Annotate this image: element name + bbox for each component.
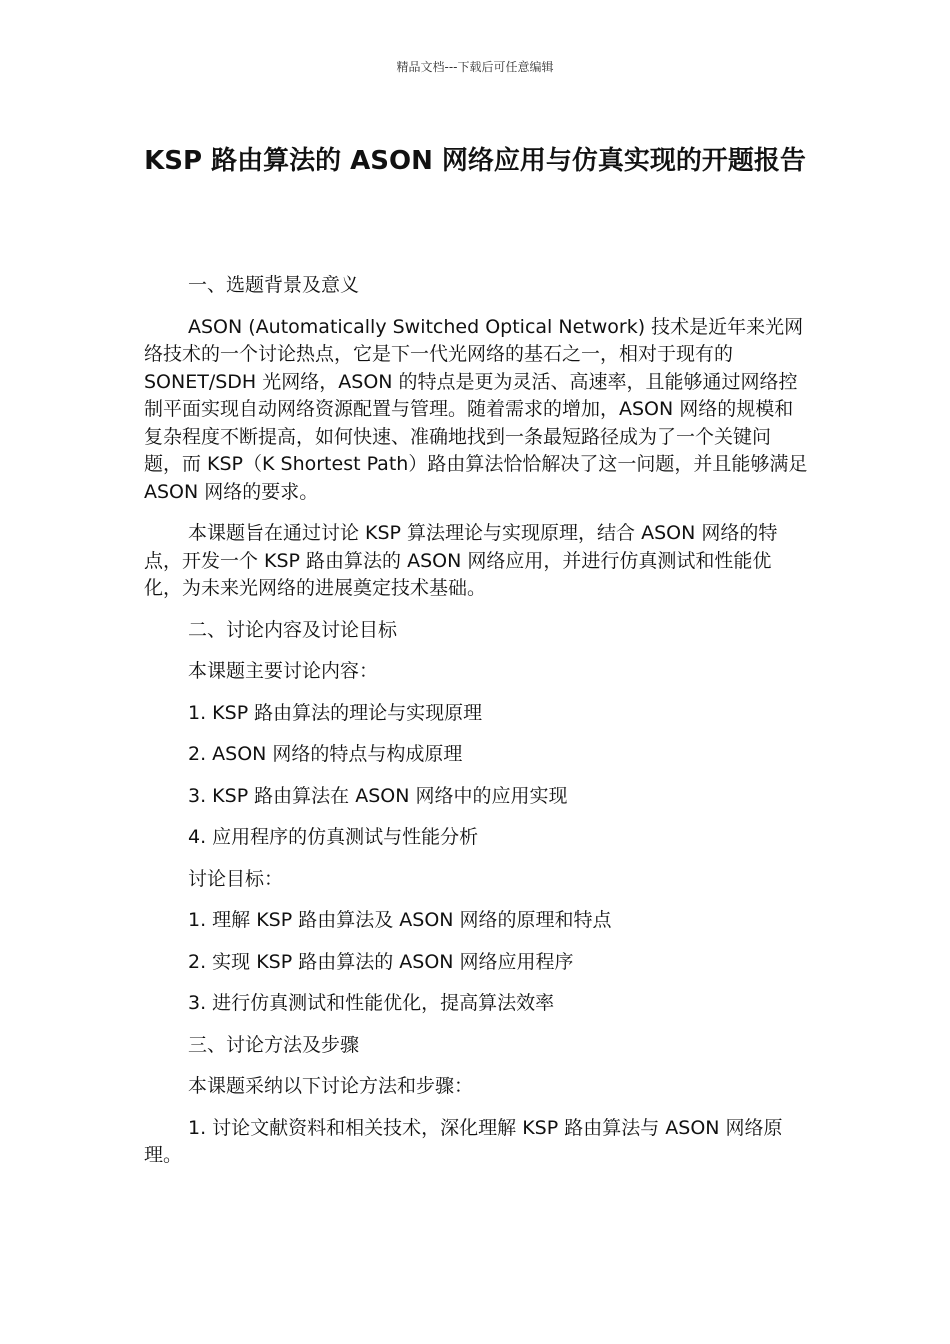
document-body [144,272,808,1184]
list-item: 1. 理解 KSP 路由算法及 ASON 网络的原理和特点 [188,909,612,931]
list-item: 1. 讨论文献资料和相关技术，深化理解 KSP 路由算法与 ASON 网络原理。 [144,1116,783,1166]
section-heading-background: 一、选题背景及意义 [188,274,360,296]
document-title: KSP 路由算法的 ASON 网络应用与仿真实现的开题报告 [144,146,806,176]
list-item: 4. 应用程序的仿真测试与性能分析 [188,826,479,848]
list-item: 3. KSP 路由算法在 ASON 网络中的应用实现 [188,784,568,807]
list-item: 1. KSP 路由算法的理论与实现原理 [188,701,483,724]
subheading-methods-intro: 本课题采纳以下讨论方法和步骤： [188,1075,474,1097]
subheading-goals: 讨论目标： [188,867,284,890]
list-item: 2. 实现 KSP 路由算法的 ASON 网络应用程序 [188,950,574,973]
section-heading-content-goals: 二、讨论内容及讨论目标 [188,618,398,641]
paragraph-ason-intro: ASON (Automatically Switched Optical Network) 技术是近年来光网络技术的一个讨论热点，它是下一代光网络的基石之一，相对于现有的 SONET/SDH 光网络，ASON 的特点是更为灵活、高速率，且能够通过网络控制平面实现自动网络资源配置与管理。随着需求的增加，ASON 网络的规模和复杂程度不断提高，如何快速、准确地找到一条最短路径成为了一个关键问题，而 KSP（K Shortest Path）路由算法恰恰解决了这一问题，并且能够满足 ASON 网络的要求。 [144,315,808,503]
page-header-note: 精品文档---下载后可任意编辑 [396,60,554,74]
paragraph-project-aim: 本课题旨在通过讨论 KSP 算法理论与实现原理，结合 ASON 网络的特点，开发一个 KSP 路由算法的 ASON 网络应用，并进行仿真测试和性能优化，为未来光网络的进展奠定技术基础。 [144,522,778,599]
section-heading-methods: 三、讨论方法及步骤 [188,1033,360,1056]
list-item: 2. ASON 网络的特点与构成原理 [188,743,463,765]
list-item: 3. 进行仿真测试和性能优化，提高算法效率 [188,992,555,1014]
subheading-main-content: 本课题主要讨论内容： [188,660,379,682]
